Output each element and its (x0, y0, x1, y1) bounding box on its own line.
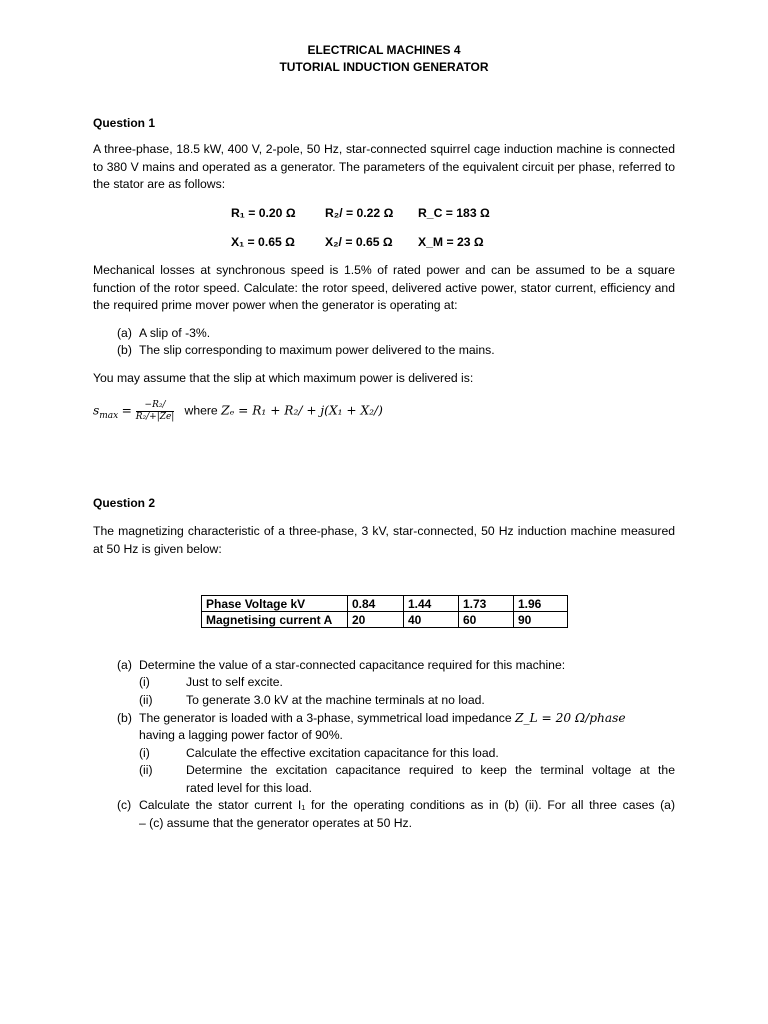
q1-item-b-label: (b) (117, 343, 132, 357)
q2-item-b-ii-label: (ii) (139, 763, 153, 777)
q2-item-c-text1: Calculate the stator current I₁ for the operating conditions as in (b) (ii). For all three cases (a) (139, 798, 675, 812)
formula-fraction (136, 400, 175, 423)
q2-item-a-text: Determine the value of a star-connected capacitance required for this machine: (139, 658, 566, 672)
q1-item-b-text: The slip corresponding to maximum power delivered to the mains. (139, 343, 495, 357)
q2-item-b-ii-text1: Determine the excitation capacitance required to keep the terminal voltage at the (186, 763, 675, 777)
q2-item-a-ii-text: To generate 3.0 kV at the machine terminals at no load. (186, 693, 485, 707)
table-row (202, 612, 568, 628)
formula-lhs-sub: max (99, 411, 119, 422)
param-r1: R₁ = 0.20 Ω (231, 206, 296, 220)
formula-where: where (184, 403, 218, 418)
table-cell: 0.84 (348, 596, 404, 612)
table-cell: 20 (348, 612, 404, 628)
document-subtitle: TUTORIAL INDUCTION GENERATOR (279, 60, 489, 74)
q2-item-a-i-text: Just to self excite. (186, 675, 283, 689)
param-rc: R_C = 183 Ω (418, 206, 490, 220)
param-x2: X₂/ = 0.65 Ω (325, 235, 393, 249)
table-cell: 1.73 (459, 596, 514, 612)
table-cell: 1.96 (514, 596, 568, 612)
document-title: ELECTRICAL MACHINES 4 (307, 43, 461, 57)
q2-item-b-i-label: (i) (139, 746, 150, 760)
table-cell: 90 (514, 612, 568, 628)
table-cell: 60 (459, 612, 514, 628)
smax-formula: $s_{max}$ = $\frac{\text{−R₂/}}{\text{R₂/+|Ze|}}$ where Zₑ = R₁ + R₂/ + j(X₁ + X₂/) (93, 400, 383, 422)
q2-item-a-ii-label: (ii) (139, 693, 153, 707)
formula-rhs: Zₑ = R₁ + R₂/ + j(X₁ + X₂/) (221, 403, 383, 418)
table-cell: 40 (404, 612, 459, 628)
load-impedance-formula: Z_L = 20 Ω/phase (514, 711, 626, 725)
table-cell: Magnetising current A (202, 612, 348, 628)
param-x1: X₁ = 0.65 Ω (231, 235, 295, 249)
magnetizing-characteristic-table (201, 595, 568, 628)
question-2-intro: The magnetizing characteristic of a three-phase, 3 kV, star-connected, 50 Hz induction machine measured at 50 Hz is given below: (93, 524, 675, 556)
question-1-assumption: You may assume that the slip at which maximum power is delivered is: (93, 371, 474, 385)
param-xm: X_M = 23 Ω (418, 235, 484, 249)
param-r2: R₂/ = 0.22 Ω (325, 206, 394, 220)
q2-item-a-label: (a) (117, 658, 132, 672)
formula-lhs: s (93, 403, 100, 418)
question-1-mechanical-losses: Mechanical losses at synchronous speed is 1.5% of rated power and can be assumed to be a square function of the rotor speed. Calculate: the rotor speed, delivered active power, stator current, efficiency and the required prime mover power when the generator is operating at: (93, 263, 675, 313)
q2-item-b-text1: The generator is loaded with a 3-phase, symmetrical load impedance (139, 711, 512, 725)
q2-item-b-label: (b) (117, 711, 132, 725)
formula-denominator: R₂/+|Ze| (135, 412, 175, 422)
question-1-heading: Question 1 (93, 116, 156, 130)
question-2-heading: Question 2 (93, 496, 156, 510)
q2-item-c-text2: – (c) assume that the generator operates at 50 Hz. (139, 816, 413, 830)
q2-item-b-ii-text2: rated level for this load. (186, 781, 313, 795)
q2-item-b-line1 (139, 710, 675, 728)
q1-item-a-text: A slip of -3%. (139, 326, 211, 340)
table-row (202, 596, 568, 612)
table-cell: Phase Voltage kV (202, 596, 348, 612)
q1-item-a-label: (a) (117, 326, 132, 340)
formula-numerator: −R₂/ (136, 400, 175, 412)
table-cell: 1.44 (404, 596, 459, 612)
question-1-intro: A three-phase, 18.5 kW, 400 V, 2-pole, 50 Hz, star-connected squirrel cage induction machine is connected to 380 V mains and operated as a generator. The parameters of the equivalent circuit per phase, referred to the stator are as follows: (93, 142, 675, 192)
q2-item-b-i-text: Calculate the effective excitation capacitance for this load. (186, 746, 499, 760)
q2-item-b-text2: having a lagging power factor of 90%. (139, 728, 343, 742)
q2-item-c-label: (c) (117, 798, 132, 812)
q2-item-a-i-label: (i) (139, 675, 150, 689)
